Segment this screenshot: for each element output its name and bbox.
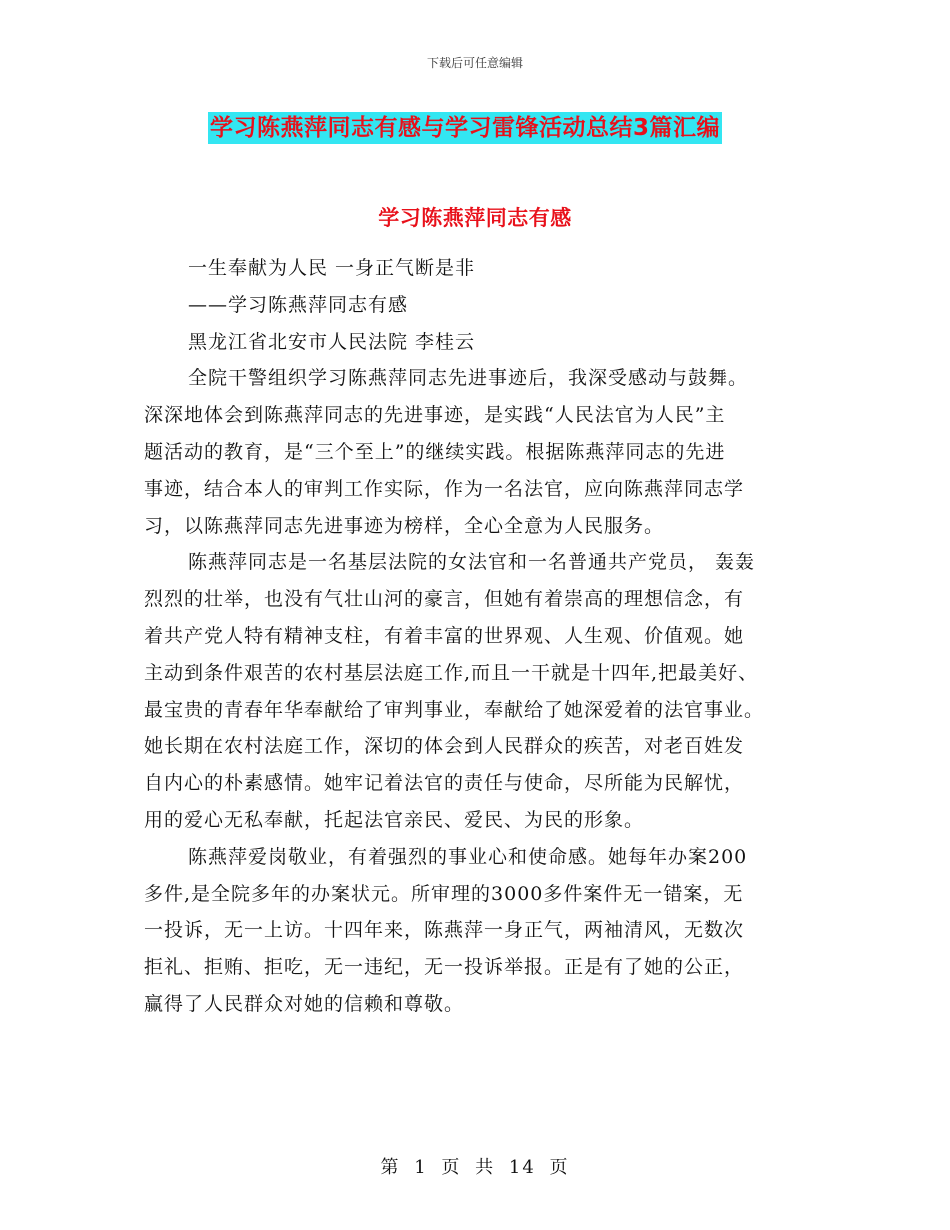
author-line: 黑龙江省北安市人民法院 李桂云 bbox=[188, 330, 476, 353]
paragraph-2-line-6: 她长期在农村法庭工作，深切的体会到人民群众的疾苦，对老百姓发 bbox=[144, 735, 745, 758]
total-label: 共 bbox=[475, 1157, 496, 1178]
paragraph-1-line-1: 全院干警组织学习陈燕萍同志先进事迹后，我深受感动与鼓舞。 bbox=[188, 367, 749, 390]
paragraph-2-line-7: 自内心的朴素感情。她牢记着法官的责任与使命，尽所能为民解忧， bbox=[144, 772, 745, 795]
paragraph-2-line-1: 陈燕萍同志是一名基层法院的女法官和一名普通共产党员， 轰轰 bbox=[188, 551, 756, 574]
page-footer bbox=[0, 1153, 950, 1179]
section-title: 学习陈燕萍同志有感 bbox=[378, 206, 572, 230]
current-page-number: 1 bbox=[414, 1157, 428, 1178]
paragraph-3-line-1: 陈燕萍爱岗敬业，有着强烈的事业心和使命感。她每年办案200 bbox=[188, 845, 748, 868]
document-main-title: 学习陈燕萍同志有感与学习雷锋活动总结3篇汇编 bbox=[208, 112, 722, 144]
page-label-suffix: 页 bbox=[549, 1157, 570, 1178]
paragraph-2-line-3: 着共产党人特有精神支柱，有着丰富的世界观、人生观、价值观。她 bbox=[144, 624, 745, 647]
paragraph-1-line-3: 题活动的教育，是“三个至上”的继续实践。根据陈燕萍同志的先进 bbox=[144, 440, 726, 463]
paragraph-1-line-2: 深深地体会到陈燕萍同志的先进事迹，是实践“人民法官为人民”主 bbox=[144, 404, 726, 427]
page-label-mid: 页 bbox=[441, 1157, 462, 1178]
paragraph-2-line-4: 主动到条件艰苦的农村基层法庭工作,而且一干就是十四年,把最美好、 bbox=[144, 661, 759, 684]
paragraph-3-line-2: 多件,是全院多年的办案状元。所审理的3000多件案件无一错案，无 bbox=[144, 882, 744, 905]
paragraph-3-line-3: 一投诉，无一上访。十四年来，陈燕萍一身正气，两袖清风，无数次 bbox=[144, 919, 745, 942]
paragraph-2-line-8: 用的爱心无私奉献，托起法官亲民、爱民、为民的形象。 bbox=[144, 808, 645, 831]
essay-title-line: 一生奉献为人民 一身正气断是非 bbox=[188, 257, 476, 279]
paragraph-1-line-4: 事迹，结合本人的审判工作实际，作为一名法官，应向陈燕萍同志学 bbox=[144, 477, 745, 500]
paragraph-3-line-4: 拒礼、拒贿、拒吃，无一违纪，无一投诉举报。正是有了她的公正， bbox=[144, 956, 745, 979]
total-pages-number: 14 bbox=[508, 1157, 536, 1178]
essay-subtitle-line: ——学习陈燕萍同志有感 bbox=[188, 293, 409, 316]
header-note: 下载后可任意编辑 bbox=[426, 56, 523, 70]
document-body bbox=[144, 250, 809, 1023]
page-label-prefix: 第 bbox=[380, 1157, 401, 1178]
paragraph-1-line-5: 习，以陈燕萍同志先进事迹为榜样，全心全意为人民服务。 bbox=[144, 514, 665, 537]
paragraph-2-line-5: 最宝贵的青春年华奉献给了审判事业，奉献给了她深爱着的法官事业。 bbox=[144, 698, 765, 721]
paragraph-3-line-5: 赢得了人民群众对她的信赖和尊敬。 bbox=[144, 992, 465, 1015]
paragraph-2-line-2: 烈烈的壮举，也没有气壮山河的豪言，但她有着崇高的理想信念，有 bbox=[144, 588, 745, 611]
